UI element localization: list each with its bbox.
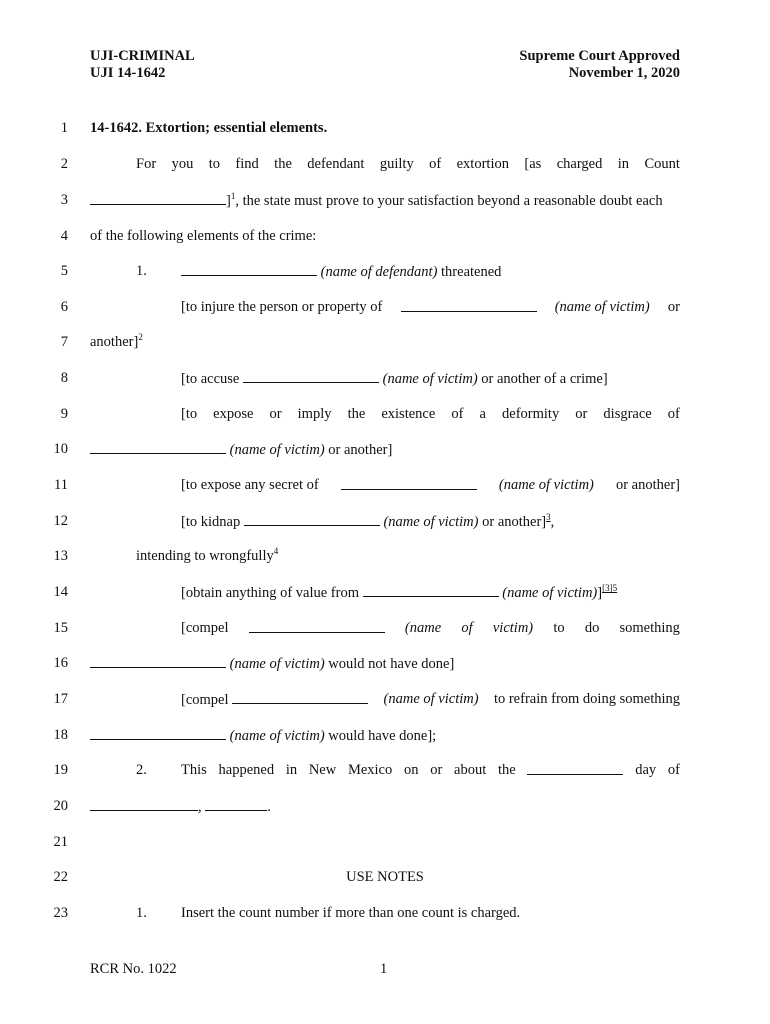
text: another] xyxy=(90,334,139,350)
placeholder-label: (name of victim) xyxy=(498,477,594,493)
word: find xyxy=(235,156,259,172)
fill-in-blank xyxy=(527,760,623,775)
doc-number: UJI 14-1642 xyxy=(90,65,166,81)
line-number: 14 xyxy=(53,584,68,600)
line-number: 15 xyxy=(53,620,68,636)
line-number: 22 xyxy=(53,869,68,885)
line-number: 16 xyxy=(53,655,68,671)
line-number: 13 xyxy=(53,548,68,564)
fill-in-blank xyxy=(205,796,267,811)
line-19 xyxy=(0,760,770,780)
line-12 xyxy=(0,511,770,531)
word: [as xyxy=(524,156,542,172)
line-18 xyxy=(0,725,770,745)
line-10-text xyxy=(90,439,680,460)
word: about xyxy=(454,762,487,778)
line-12-text xyxy=(181,511,680,532)
word: happened xyxy=(218,762,275,778)
word: or xyxy=(269,406,282,422)
text: or another] xyxy=(615,477,680,493)
line-3-text: ]$^1$, the state must prove to your satisfaction beyond a reasonable doubt each xyxy=(90,190,680,211)
placeholder-label: (name of victim) xyxy=(554,299,650,315)
word: to xyxy=(208,156,220,172)
line-14 xyxy=(0,582,770,602)
header-right xyxy=(519,48,680,82)
line-9 xyxy=(0,404,770,424)
line-3 xyxy=(0,190,770,210)
line-number: 21 xyxy=(53,834,68,850)
line-number: 12 xyxy=(53,513,68,529)
line-5-text xyxy=(181,261,680,282)
line-6 xyxy=(0,297,770,317)
line-2-text xyxy=(136,154,680,174)
line-number: 17 xyxy=(53,691,68,707)
word: Mexico xyxy=(347,762,393,778)
word: the xyxy=(498,762,516,778)
line-number: 23 xyxy=(53,905,68,921)
text: would have done]; xyxy=(328,728,437,744)
line-number: 5 xyxy=(60,263,68,279)
fill-in-blank xyxy=(244,511,380,526)
text: [to expose any secret of xyxy=(181,477,319,493)
word: deformity xyxy=(502,406,560,422)
footnote-ref[interactable]: 3 xyxy=(546,512,551,523)
footnote-ref: 1 xyxy=(230,191,236,202)
line-number: 19 xyxy=(53,762,68,778)
word: victim) xyxy=(492,620,534,636)
word: New xyxy=(308,762,337,778)
word: extortion xyxy=(456,156,509,172)
list-number: 1. xyxy=(136,905,147,921)
word: or xyxy=(430,762,443,778)
text: or xyxy=(667,299,680,315)
line-18-text xyxy=(90,725,680,746)
line-15 xyxy=(0,618,770,638)
footnote-ref[interactable]: [3]5 xyxy=(602,583,618,594)
word: of xyxy=(667,762,680,778)
page-number: 1 xyxy=(380,961,388,977)
line-10 xyxy=(0,439,770,459)
text: , xyxy=(550,514,555,530)
fill-in-blank xyxy=(401,297,537,312)
line-9-text xyxy=(181,404,680,424)
line-number: 1 xyxy=(60,120,68,136)
use-note-1: Insert the count number if more than one count is charged. xyxy=(181,905,521,921)
line-6-text xyxy=(181,297,680,317)
fill-in-blank xyxy=(232,689,368,704)
list-number: 2. xyxy=(136,762,147,778)
text: or another] xyxy=(482,514,547,530)
line-13 xyxy=(0,546,770,566)
word: to xyxy=(553,620,565,636)
text: , xyxy=(198,799,202,815)
line-11 xyxy=(0,475,770,495)
line-number: 11 xyxy=(54,477,68,493)
line-number: 2 xyxy=(60,156,68,172)
list-number: 1. xyxy=(136,263,147,279)
word: a xyxy=(479,406,486,422)
line-number: 6 xyxy=(60,299,68,315)
placeholder-label: (name of victim) xyxy=(383,691,479,707)
word: in xyxy=(285,762,298,778)
placeholder-label: (name of victim) xyxy=(382,371,478,387)
word: day xyxy=(635,762,657,778)
text: [to injure the person or property of xyxy=(181,299,383,315)
word: This xyxy=(181,762,207,778)
word: the xyxy=(274,156,292,172)
word: do xyxy=(584,620,600,636)
line-23 xyxy=(0,903,770,923)
compel-group xyxy=(181,689,368,710)
word: For xyxy=(136,156,157,172)
line-7 xyxy=(0,332,770,352)
line-number: 3 xyxy=(60,192,68,208)
approval-date: November 1, 2020 xyxy=(568,65,680,81)
line-2 xyxy=(0,154,770,174)
line-1 xyxy=(0,118,770,138)
line-20-text xyxy=(90,796,680,817)
line-17 xyxy=(0,689,770,709)
line-22 xyxy=(0,867,770,887)
word: of xyxy=(451,406,464,422)
fill-in-blank xyxy=(90,439,226,454)
line-17-text xyxy=(181,689,680,710)
line-number: 4 xyxy=(60,228,68,244)
footnote-ref: 4 xyxy=(273,546,279,557)
text: ] xyxy=(597,585,603,601)
fill-in-blank xyxy=(90,725,226,740)
text: or another of a crime] xyxy=(481,371,608,387)
word: imply xyxy=(297,406,332,422)
word: of xyxy=(429,156,442,172)
word: defendant xyxy=(307,156,365,172)
line-4-text: of the following elements of the crime: xyxy=(90,228,317,244)
line-number: 20 xyxy=(53,798,68,814)
word: or xyxy=(575,406,588,422)
line-19-text xyxy=(181,760,680,780)
line-16 xyxy=(0,653,770,673)
text: intending to wrongfully xyxy=(136,548,274,564)
approval-status: Supreme Court Approved xyxy=(519,48,680,64)
line-number: 8 xyxy=(60,370,68,386)
fill-in-blank xyxy=(249,618,385,633)
line-15-text xyxy=(181,618,680,638)
word: in xyxy=(617,156,630,172)
header-left xyxy=(90,48,195,82)
line-5 xyxy=(0,261,770,281)
word: [compel xyxy=(181,620,229,636)
text: [compel xyxy=(181,692,229,708)
fill-in-blank xyxy=(363,582,499,597)
line-number: 9 xyxy=(60,406,68,422)
fill-in-blank xyxy=(90,796,198,811)
text: , the state must prove to your satisfaction beyond a reasonable doubt each xyxy=(235,193,663,209)
line-13-text xyxy=(136,546,680,566)
placeholder-label: (name of victim) xyxy=(502,585,598,601)
line-number: 18 xyxy=(53,727,68,743)
fill-in-blank xyxy=(341,475,477,490)
word: Count xyxy=(644,156,680,172)
word: of xyxy=(461,620,473,636)
line-20 xyxy=(0,796,770,816)
rcr-number: RCR No. 1022 xyxy=(90,961,177,977)
fill-in-blank xyxy=(90,190,226,205)
fill-in-blank xyxy=(243,368,379,383)
line-16-text xyxy=(90,653,680,674)
placeholder-label: (name of victim) xyxy=(229,656,325,672)
use-notes-heading: USE NOTES xyxy=(346,869,424,885)
text: [to kidnap xyxy=(181,514,241,530)
line-number: 7 xyxy=(60,334,68,350)
word: guilty xyxy=(379,156,414,172)
line-number: 10 xyxy=(53,441,68,457)
line-8-text xyxy=(181,368,680,389)
text: . xyxy=(267,799,271,815)
text: would not have done] xyxy=(328,656,455,672)
word: existence xyxy=(381,406,436,422)
footnote-ref: 2 xyxy=(138,332,143,343)
word: disgrace xyxy=(603,406,652,422)
placeholder-label: (name of defendant) xyxy=(320,264,438,280)
word: expose xyxy=(213,406,254,422)
word: the xyxy=(347,406,366,422)
placeholder-label: (name of victim) xyxy=(229,442,325,458)
line-4 xyxy=(0,226,770,246)
text: or another] xyxy=(328,442,393,458)
section-title: 14-1642. Extortion; essential elements. xyxy=(90,120,328,136)
fill-in-blank xyxy=(181,261,317,276)
word: you xyxy=(171,156,194,172)
text: [to accuse xyxy=(181,371,240,387)
line-14-text xyxy=(181,582,680,603)
placeholder-label: (name of victim) xyxy=(383,514,479,530)
word: of xyxy=(667,406,680,422)
text: threatened xyxy=(441,264,502,280)
line-11-text xyxy=(181,475,680,495)
fill-in-blank xyxy=(90,653,226,668)
text: [obtain anything of value from xyxy=(181,585,359,601)
line-21 xyxy=(0,832,770,852)
line-7-text xyxy=(90,332,680,352)
word: charged xyxy=(556,156,603,172)
word: on xyxy=(403,762,419,778)
word: (name xyxy=(404,620,442,636)
text: to refrain from doing something xyxy=(493,691,680,707)
word: something xyxy=(619,620,680,636)
word: [to xyxy=(181,406,198,422)
line-8 xyxy=(0,368,770,388)
doc-category: UJI-CRIMINAL xyxy=(90,48,195,64)
placeholder-label: (name of victim) xyxy=(229,728,325,744)
